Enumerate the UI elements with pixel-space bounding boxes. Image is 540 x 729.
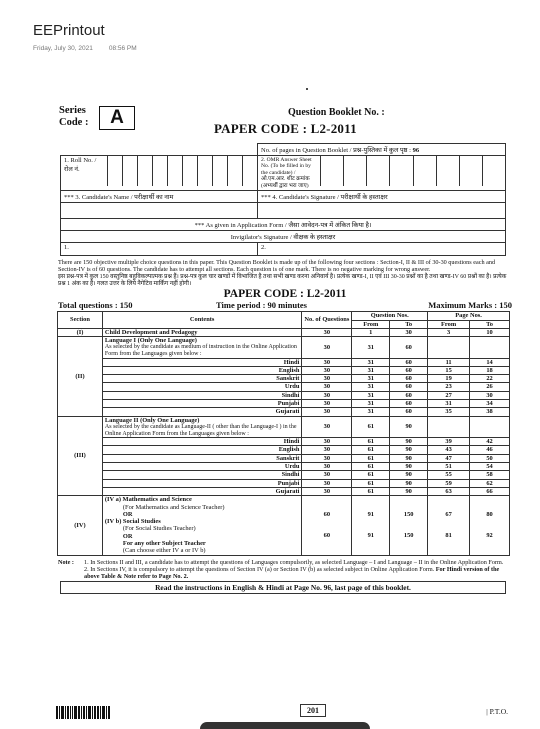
- paper-code-repeat: PAPER CODE : L2-2011: [223, 288, 347, 301]
- table-row: Gujarati 30 61 90 63 66: [58, 487, 510, 495]
- candidate-form: [60, 143, 506, 256]
- read-instructions-banner: Read the instructions in English & Hindi at Page No. 96, last page of this booklet.: [60, 581, 506, 594]
- table-row: Urdu 30 61 90 51 54: [58, 463, 510, 471]
- table-row: Sanskrit 30 61 90 47 50: [58, 454, 510, 462]
- table-row: (IV) (IV a) Mathematics and Science (For Mathematics and Science Teacher) OR (IV b) Social Studies (For Social Studies Teacher) OR For any other Subject Teacher (Can choose either IV a or IV b) 60 60 91 91 150 150 67 81 80 92: [58, 496, 510, 555]
- roll-no-label: 1. Roll No. / रोल नं.: [64, 157, 97, 173]
- omr-label: 2. OMR Answer Sheet No. (To be filled in by the candidate) / ओ.एम.आर. शीट क्रमांक (अभ्यर्थी द्वारा भरा जाए): [257, 156, 320, 190]
- invigilator-label: Invigilator's Signature / वीक्षक के हस्ताक्षर: [61, 231, 506, 243]
- page-number: 201: [300, 704, 326, 717]
- barcode-icon: [56, 706, 111, 719]
- signature-field[interactable]: [258, 203, 506, 219]
- total-questions: Total questions : 150: [58, 300, 133, 311]
- printout-time: 08:56 PM: [108, 45, 137, 52]
- table-row: (I) Child Development and Pedagogy 30 1 30 3 10: [58, 328, 510, 336]
- name-field[interactable]: [61, 203, 258, 219]
- table-row: Hindi 30 61 90 39 42: [58, 438, 510, 446]
- pto-label: | P.T.O.: [486, 707, 508, 716]
- sections-table: [57, 311, 510, 555]
- table-row: Sindhi 30 61 90 55 58: [58, 471, 510, 479]
- col-q-to: To: [390, 320, 428, 328]
- instructions-english: There are 150 objective multiple choice questions in this paper. This Question Booklet is made up of the following four sections : Section-I, II & III of 30-30 questions each and Section-IV is of 60 questions. The candidate has to attempt all sections. Each question is of one mark. There is no negative marking for wrong answer.: [58, 259, 496, 274]
- candidate-signature-label: *** 4. Candidate's Signature / परीक्षार्थी के हस्ताक्षर: [258, 191, 506, 203]
- col-page-nos: Page Nos.: [428, 312, 510, 320]
- col-p-to: To: [470, 320, 510, 328]
- footer: [56, 704, 514, 724]
- note-1: 1. In Sections II and III, a candidate has to attempt the questions of Languages compulsorily, as selected Language – I and Language – II in the Online Application Form.: [84, 558, 504, 566]
- booklet-no-label: Question Booklet No. :: [288, 107, 385, 118]
- col-section: Section: [58, 312, 103, 329]
- note-label: Note :: [58, 558, 74, 566]
- table-row: English 30 61 90 43 46: [58, 446, 510, 454]
- exam-summary: [56, 300, 514, 311]
- table-row: Urdu 30 31 60 23 26: [58, 383, 510, 391]
- table-row: (II) Language I (Only One Language) As selected by the candidate as medium of instruction in the Online Application Form from the Languages given below : 30 31 60: [58, 337, 510, 358]
- notes: [58, 559, 508, 580]
- printout-title: EEPrintout: [33, 22, 105, 39]
- invigilator-1[interactable]: 1.: [61, 243, 258, 256]
- printout-header: [33, 22, 137, 52]
- table-row: Hindi 30 31 60 11 14: [58, 358, 510, 366]
- roll-no-boxes[interactable]: [107, 156, 257, 186]
- candidate-name-label: *** 3. Candidate's Name / परीक्षार्थी का नाम: [61, 191, 258, 203]
- table-row: Sindhi 30 31 60 27 30: [58, 391, 510, 399]
- omr-boxes[interactable]: [320, 156, 505, 186]
- table-row: (III) Language II (Only One Language) As selected by the candidate as Language-II ( other than the Language-I ) in the Online Application Form from the Languages given below : 30 61 90: [58, 416, 510, 437]
- viewer-toolbar[interactable]: [200, 722, 370, 729]
- table-row: Gujarati 30 31 60 35 38: [58, 408, 510, 416]
- series-code-label: Series Code :: [59, 105, 89, 128]
- pages-info: No. of pages in Question Booklet / प्रश्न-पुस्तिका में कुल पृष्ठ : 96: [258, 144, 506, 156]
- table-row: Sanskrit 30 31 60 19 22: [58, 375, 510, 383]
- time-period: Time period : 90 minutes: [216, 300, 307, 311]
- col-question-nos: Question Nos.: [352, 312, 428, 320]
- instructions-hindi: इस प्रश्न-पत्र में कुल 150 वस्तुनिष्ठ बहुविकल्पात्मक प्रश्न हैं। प्रश्न-पत्र कुल चार खण्डों में विभाजित है तथा सभी खण्ड करना अनिवार्य है। प्रत्येक खण्ड-I, II एवं III 30-30 प्रश्नों का है तथा खण्ड-IV 60 प्रश्नों का है। प्रत्येक प्रश्न 1 अंक का है। गलत उत्तर के लिये नैगेटिव मार्किंग नहीं होगी।: [58, 273, 507, 287]
- maximum-marks: Maximum Marks : 150: [428, 300, 512, 311]
- exam-sheet: [56, 103, 514, 594]
- speck: [306, 88, 308, 90]
- application-form-note: *** As given in Application Form / जैसा आवेदन-पत्र में अंकित किया है।: [61, 219, 506, 231]
- note-2: 2. In Sections IV, it is compulsory to attempt the questions of Section IV (a) or Section IV (b) as selected subject in Online Application Form. For Hindi version of the above Table & Note refer to Page No. 2.: [84, 565, 500, 580]
- printout-datetime: [33, 45, 137, 52]
- series-code-box: A: [99, 106, 135, 130]
- paper-code: PAPER CODE : L2-2011: [214, 121, 357, 136]
- printout-date: Friday, July 30, 2021: [33, 45, 93, 52]
- col-q-from: From: [352, 320, 390, 328]
- col-p-from: From: [428, 320, 470, 328]
- table-row: Punjabi 30 61 90 59 62: [58, 479, 510, 487]
- col-contents: Contents: [102, 312, 301, 329]
- invigilator-2[interactable]: 2.: [258, 243, 506, 256]
- sheet-top: [56, 103, 514, 143]
- table-row: Punjabi 30 31 60 31 34: [58, 400, 510, 408]
- col-num-questions: No. of Questions: [302, 312, 352, 329]
- table-row: English 30 31 60 15 18: [58, 366, 510, 374]
